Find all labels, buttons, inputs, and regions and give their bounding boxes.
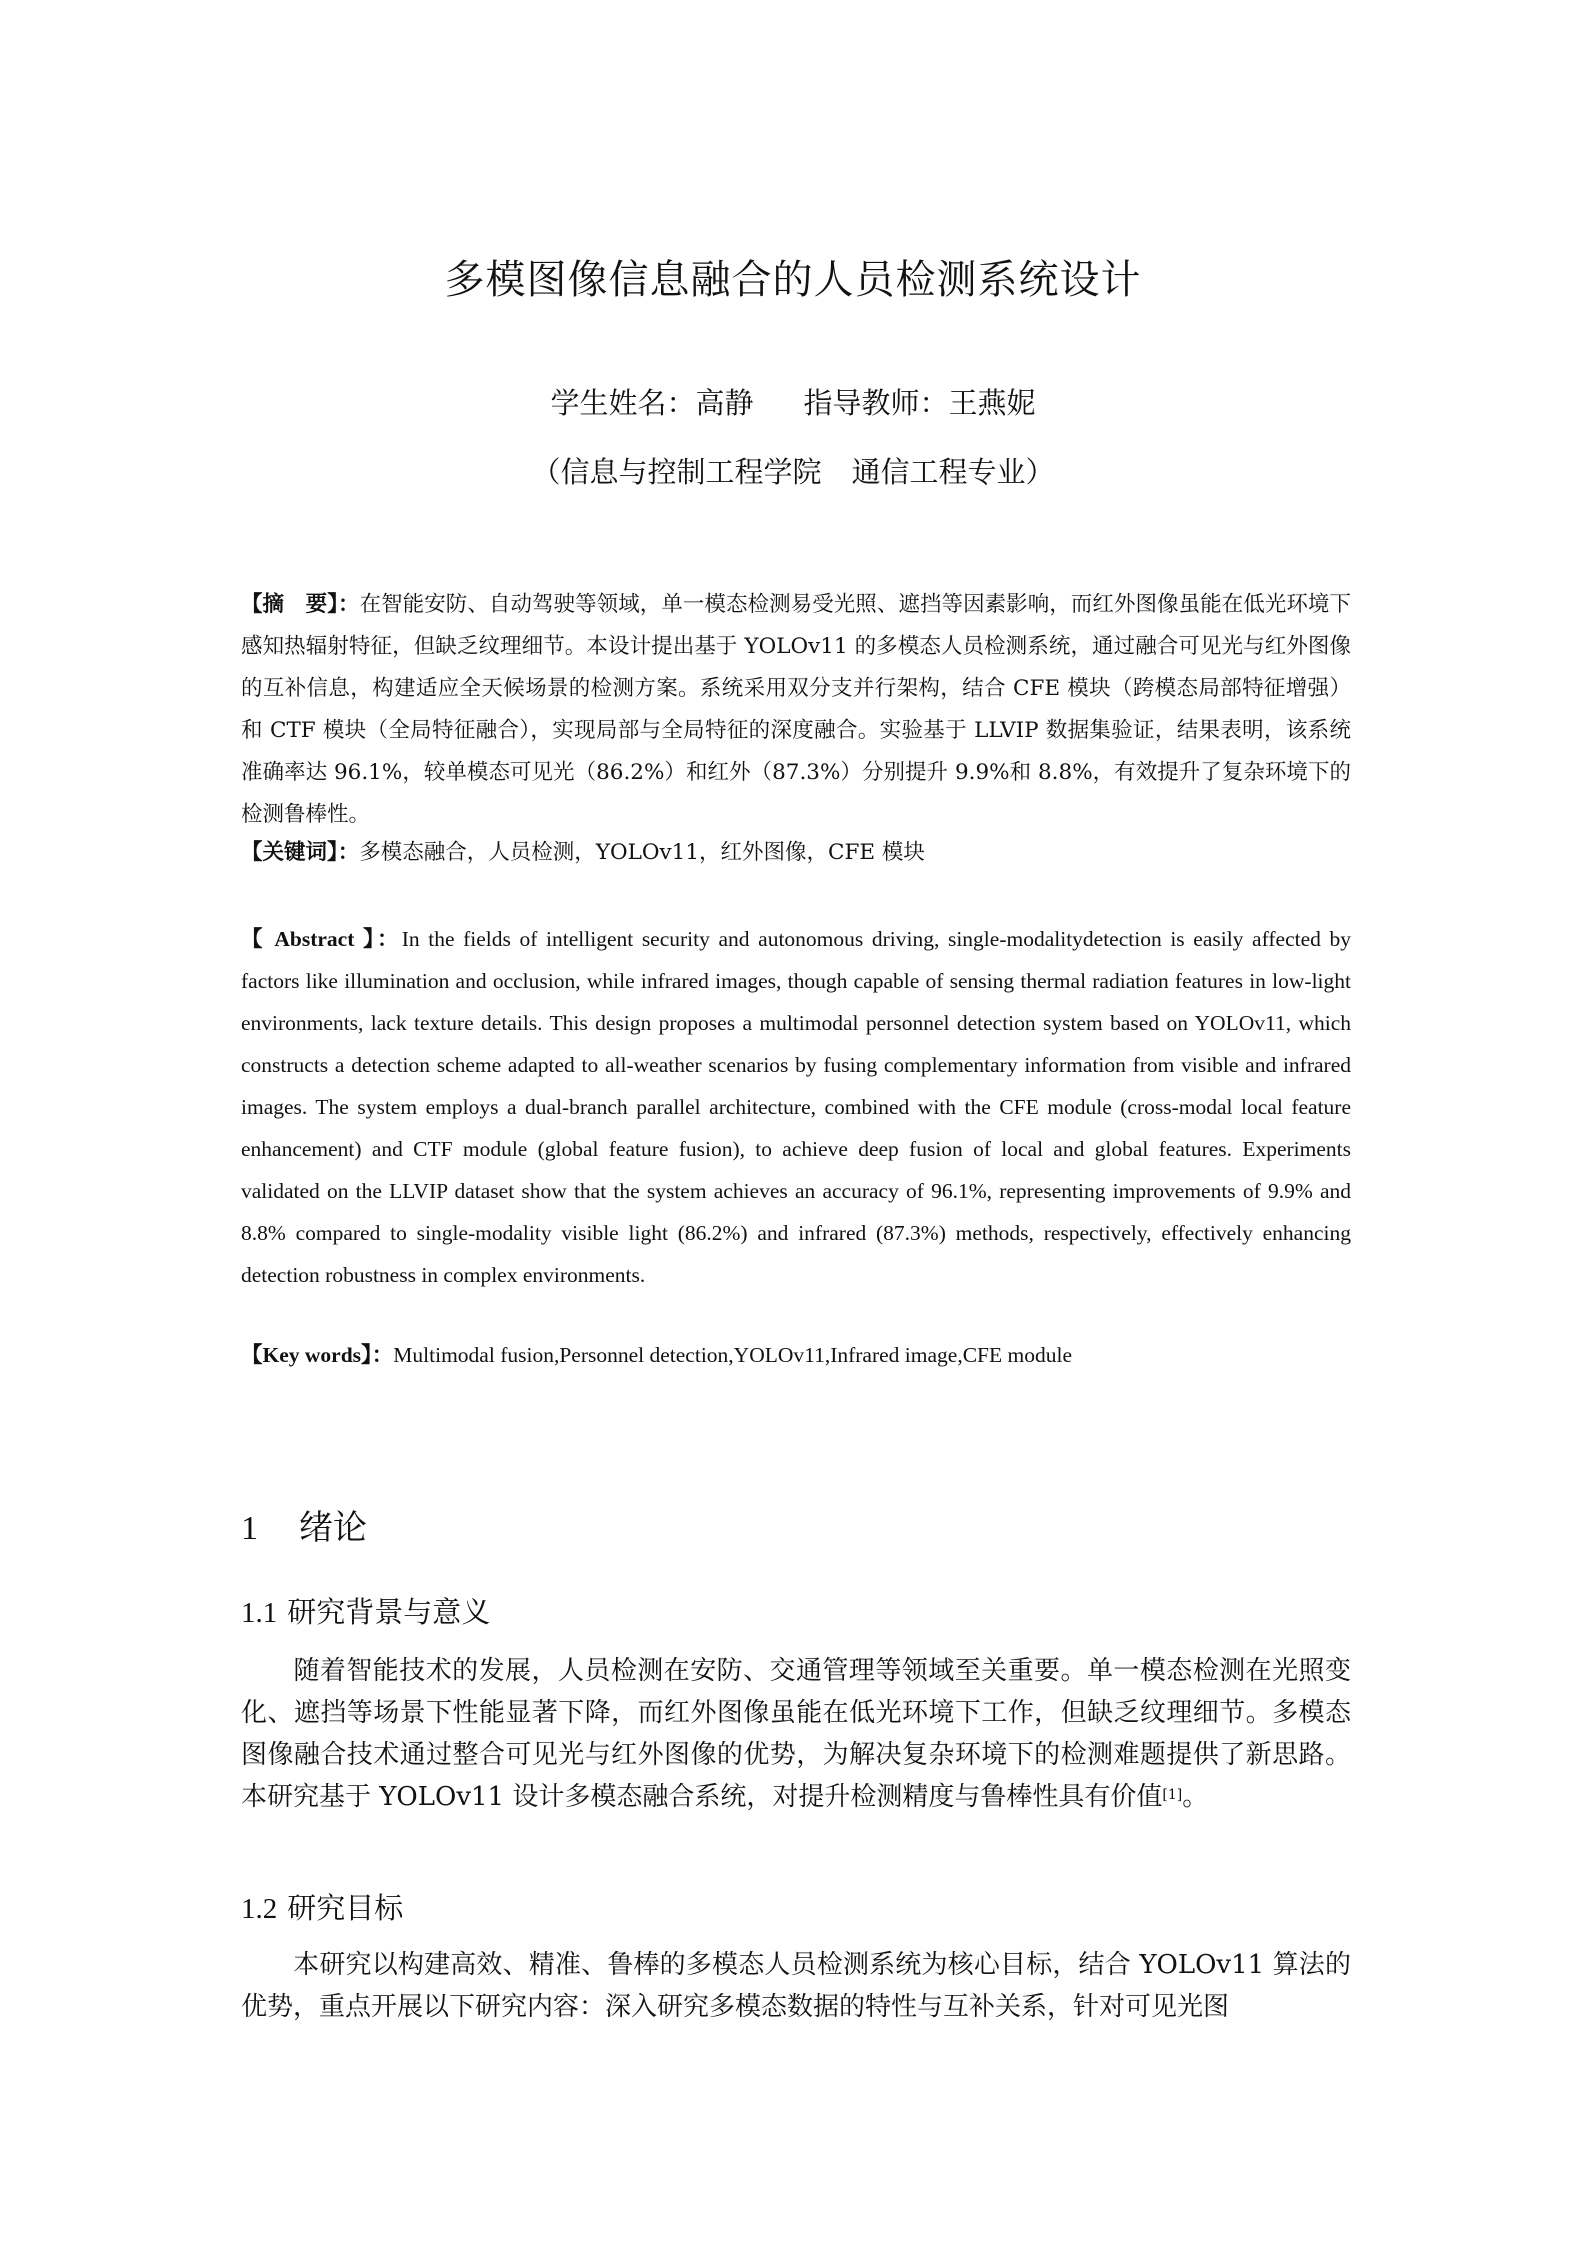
section-1-1-title: 研究背景与意义 xyxy=(287,1595,491,1629)
keywords-en-label: 【Key words】： xyxy=(241,1343,394,1367)
abstract-en xyxy=(241,918,1351,1296)
abstract-en-label: 【 Abstract 】： xyxy=(241,927,402,951)
paper-title: 多模图像信息融合的人员检测系统设计 xyxy=(444,257,1142,303)
section-1-1-end: 。 xyxy=(1182,1782,1209,1812)
advisor-name: 指导教师：王燕妮 xyxy=(803,386,1036,420)
section-1-1-heading xyxy=(241,1590,490,1631)
keywords-cn-text: 多模态融合，人员检测，YOLOv11，红外图像，CFE 模块 xyxy=(359,840,925,865)
abstract-cn-text: 在智能安防、自动驾驶等领域，单一模态检测易受光照、遮挡等因素影响，而红外图像虽能在低光环境下感知热辐射特征，但缺乏纹理细节。本设计提出基于 YOLOv11 的多模态人员检测系统，通过融合可见光与红外图像的互补信息，构建适应全天候场景的检测方案。系统采用双分支并行架构，结合 CFE 模块（跨模态局部特征增强）和 CTF 模块（全局特征融合），实现局部与全局特征的深度融合。实验基于 LLVIP 数据集验证，结果表明，该系统准确率达 96.1%，较单模态可见光（86.2%）和红外（87.3%）分别提升 9.9%和 8.8%，有效提升了复杂环境下的检测鲁棒性。 xyxy=(241,592,1351,827)
section-1-2-paragraph xyxy=(241,1944,1351,2028)
section-1-1-number: 1.1 xyxy=(241,1597,278,1629)
section-1-heading xyxy=(241,1500,367,1549)
author-line xyxy=(0,381,1586,422)
section-1-1-paragraph xyxy=(241,1650,1351,1818)
keywords-cn xyxy=(241,832,1351,874)
abstract-en-text: In the fields of intelligent security and autonomous driving, single-modalitydetection is easily affected by factors like illumination and occlusion, while infrared images, though capable of sensing thermal radiation features in low-light environments, lack texture details. This design proposes a multimodal personnel detection system based on YOLOv11, which constructs a detection scheme adapted to all-weather scenarios by fusing complementary information from visible and infrared images. The system employs a dual-branch parallel architecture, combined with the CFE module (cross-modal local feature enhancement) and CTF module (global feature fusion), to achieve deep fusion of local and global features. Experiments validated on the LLVIP dataset show that the system achieves an accuracy of 96.1%, representing improvements of 9.9% and 8.8% compared to single-modality visible light (86.2%) and infrared (87.3%) methods, respectively, effectively enhancing detection robustness in complex environments. xyxy=(241,927,1351,1287)
abstract-cn xyxy=(241,584,1351,836)
keywords-cn-label: 【关键词】： xyxy=(241,840,360,865)
section-1-number: 1 xyxy=(241,1510,258,1547)
affiliation-school: （信息与控制工程学院 xyxy=(531,455,822,489)
section-1-2-title: 研究目标 xyxy=(287,1891,404,1925)
section-1-2-heading xyxy=(241,1886,403,1927)
affiliation-major: 通信工程专业） xyxy=(851,455,1055,489)
section-1-2-text: 本研究以构建高效、精准、鲁棒的多模态人员检测系统为核心目标，结合 YOLOv11 算法的优势，重点开展以下研究内容：深入研究多模态数据的特性与互补关系，针对可见光图 xyxy=(241,1950,1351,2022)
keywords-en xyxy=(241,1334,1351,1376)
section-1-1-text: 随着智能技术的发展，人员检测在安防、交通管理等领域至关重要。单一模态检测在光照变化、遮挡等场景下性能显著下降，而红外图像虽能在低光环境下工作，但缺乏纹理细节。多模态图像融合技术通过整合可见光与红外图像的优势，为解决复杂环境下的检测难题提供了新思路。本研究基于 YOLOv11 设计多模态融合系统，对提升检测精度与鲁棒性具有价值 xyxy=(241,1656,1351,1812)
abstract-cn-label: 【摘 要】： xyxy=(241,592,360,617)
citation-ref: [1] xyxy=(1162,1787,1183,1803)
student-name: 学生姓名：高静 xyxy=(550,386,754,420)
section-1-2-number: 1.2 xyxy=(241,1893,278,1925)
affiliation-line xyxy=(0,450,1586,491)
section-1-title: 绪论 xyxy=(299,1508,367,1548)
keywords-en-text: Multimodal fusion,Personnel detection,YOLOv11,Infrared image,CFE module xyxy=(393,1343,1073,1367)
